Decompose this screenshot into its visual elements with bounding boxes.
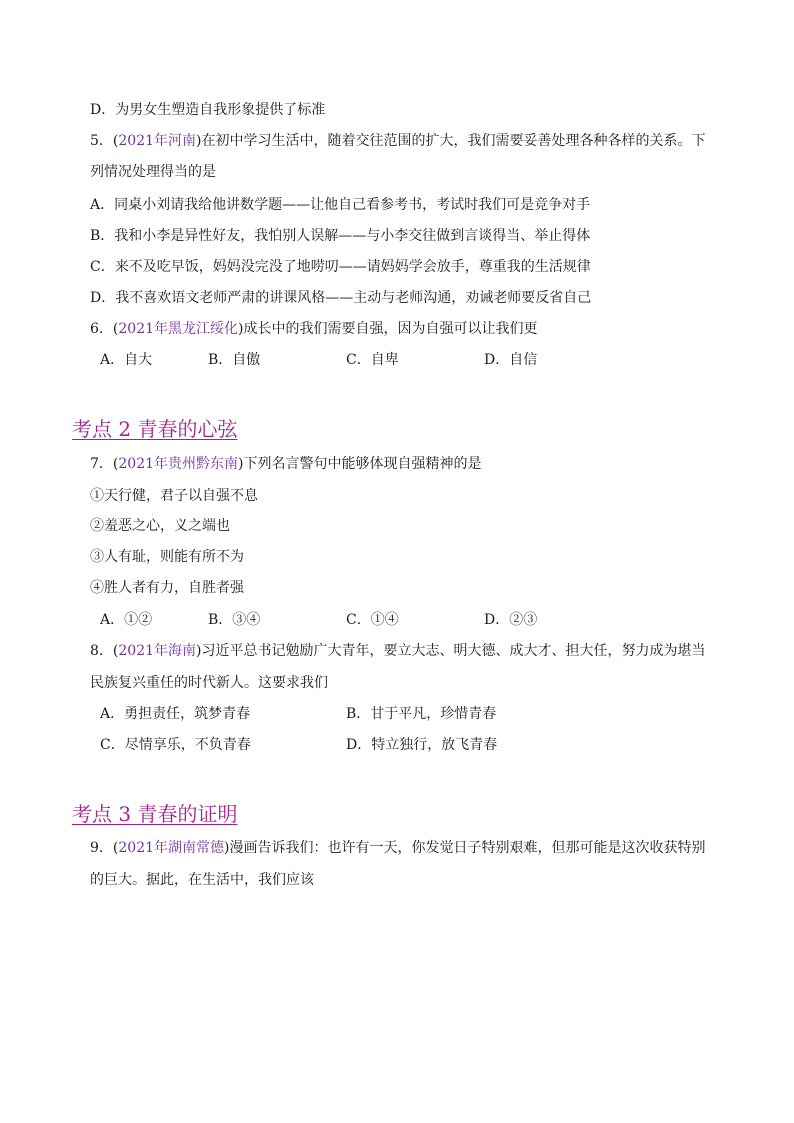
q8-option-a: A．勇担责任，筑梦青春 — [100, 706, 251, 722]
q7-source: 2021年贵州黔东南 — [118, 456, 239, 472]
q8-stem-line1 — [90, 641, 705, 661]
q7-option-b: B．③④ — [208, 612, 261, 628]
q8-source: 2021年海南 — [118, 643, 197, 659]
q7-option-a: A．①② — [100, 612, 153, 628]
q6-source-close: ) — [238, 321, 244, 337]
q5-option-d: D．我不喜欢语文老师严肃的讲课风格——主动与老师沟通，劝诫老师要反省自己 — [90, 290, 592, 306]
q5-stem-line2: 列情况处理得当的是 — [90, 164, 216, 180]
q7-stem-text: 下列名言警句中能够体现自强精神的是 — [243, 456, 482, 472]
q6-number: 6．( — [90, 321, 119, 337]
q7-number: 7．( — [90, 456, 119, 472]
q7-source-close: ) — [238, 456, 244, 472]
section-heading-3: 考点 3 青春的证明 — [72, 802, 238, 826]
q4-option-d: D．为男女生塑造自我形象提供了标准 — [90, 102, 326, 118]
q7-stem — [90, 454, 481, 474]
q8-stem-text: 习近平总书记勉励广大青年，要立大志、明大德、成大才、担大任，努力成为堪当 — [201, 643, 706, 659]
q7-option-d: D．②③ — [484, 612, 538, 628]
q6-option-d: D．自信 — [484, 352, 538, 368]
q9-stem-line2: 的巨大。据此，在生活中，我们应该 — [90, 872, 314, 888]
q8-source-close: ) — [196, 643, 202, 659]
q9-source-close: ) — [224, 840, 230, 856]
q6-option-a: A．自大 — [100, 352, 153, 368]
q5-stem-line1 — [90, 131, 705, 151]
q9-number: 9．( — [90, 840, 119, 856]
q6-source: 2021年黑龙江绥化 — [118, 321, 239, 337]
q7-item-4: ④胜人者有力，自胜者强 — [90, 580, 244, 596]
q7-item-1: ①天行健，君子以自强不息 — [90, 488, 258, 504]
q6-stem — [90, 319, 537, 339]
q8-option-b: B．甘于平凡，珍惜青春 — [346, 706, 497, 722]
q8-option-c: C．尽情享乐，不负青春 — [100, 737, 251, 753]
q6-option-c: C．自卑 — [346, 352, 399, 368]
q7-item-2: ②羞恶之心，义之端也 — [90, 518, 230, 534]
q7-item-3: ③人有耻，则能有所不为 — [90, 549, 244, 565]
q6-option-b: B．自傲 — [208, 352, 261, 368]
q5-stem-text: 在初中学习生活中，随着交往范围的扩大，我们需要妥善处理各种各样的关系。下 — [201, 133, 706, 149]
q5-number: 5．( — [90, 133, 119, 149]
q8-option-d: D．特立独行，放飞青春 — [346, 737, 498, 753]
q9-stem-line1 — [90, 838, 705, 858]
q7-option-c: C．①④ — [346, 612, 399, 628]
q8-number: 8．( — [90, 643, 119, 659]
q5-source: 2021年河南 — [118, 133, 197, 149]
q5-option-b: B．我和小李是异性好友，我怕别人误解——与小李交往做到言谈得当、举止得体 — [90, 228, 591, 244]
q5-option-a: A．同桌小刘请我给他讲数学题——让他自己看参考书，考试时我们可是竞争对手 — [90, 197, 591, 213]
q8-stem-line2: 民族复兴重任的时代新人。这要求我们 — [90, 675, 328, 691]
q6-stem-text: 成长中的我们需要自强，因为自强可以让我们更 — [243, 321, 538, 337]
q9-stem-text: 漫画告诉我们：也许有一天，你发觉日子特别艰难，但那可能是这次收获特别 — [229, 840, 706, 856]
q9-source: 2021年湖南常德 — [118, 840, 225, 856]
q5-source-close: ) — [196, 133, 202, 149]
q5-option-c: C．来不及吃早饭，妈妈没完没了地唠叨——请妈妈学会放手，尊重我的生活规律 — [90, 259, 591, 275]
section-heading-2: 考点 2 青春的心弦 — [72, 417, 238, 441]
